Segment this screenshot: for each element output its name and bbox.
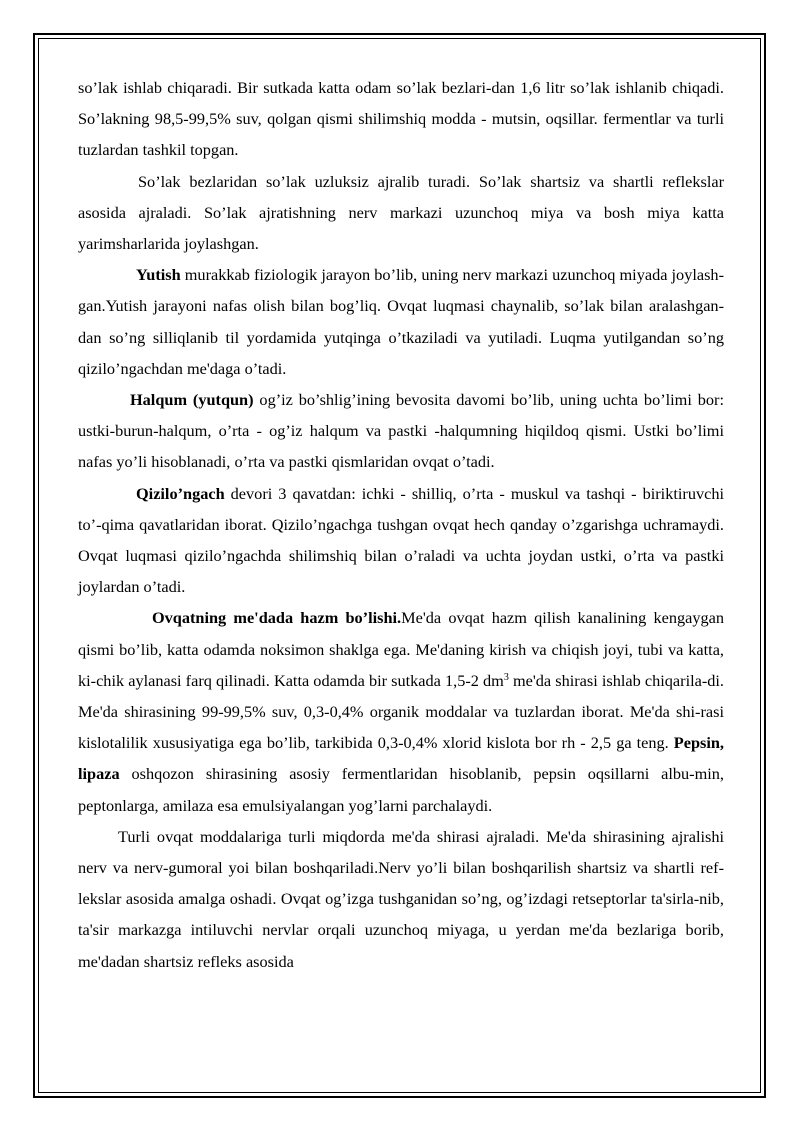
- term-heading: Ovqatning me'dada hazm bo’lishi.: [152, 608, 402, 628]
- paragraph-gastric-regulation: [78, 821, 724, 977]
- paragraph-text: Turli ovqat moddalariga turli miqdorda me'da shirasi ajraladi. Me'da shirasining ajralishi nerv va nerv-gumoral yoi bilan boshqariladi.Nerv yo’li bilan boshqarilish shartsiz va shartli ref-lekslar asosida amalga oshadi. Ovqat og’izga tushganidan so’ng, og’izdagi retseptorlar ta'sirla-nib, ta'sir markazga intiluvchi nervlar orqali uzunchoq miyaga, u yerdan me'da bezlariga borib, me'dadan shartsiz refleks asosida: [78, 826, 724, 971]
- paragraph-saliva-secretion: [78, 166, 724, 260]
- paragraph-text: so’lak ishlab chiqaradi. Bir sutkada katta odam so’lak bezlari-dan 1,6 litr so’lak ishlanib chiqadi. So’lakning 98,5-99,5% suv, qolgan qismi shilimshiq modda - mutsin, oqsillar. fermentlar va turli tuzlardan tashkil topgan.: [78, 78, 724, 160]
- document-body: [78, 72, 724, 977]
- paragraph-text: og’iz bo’shlig’ining bevosita davomi bo’lib, uning uchta bo’limi bor: ustki-burun-halqum, o’rta - og’iz halqum va pastki -halqumning hiqildoq qismi. Ustki bo’limi nafas yo’li hisoblanadi, o’rta va pastki qismlaridan ovqat o’tadi.: [78, 390, 724, 472]
- paragraph-esophagus: [78, 478, 724, 603]
- term-heading: Halqum (yutqun): [130, 390, 254, 410]
- paragraph-stomach-digestion: [78, 602, 724, 820]
- paragraph-text: Me'da ovqat hazm qilish kanalining kengaygan qismi bo’lib, katta odamda noksimon shaklga ega. Me'daning kirish va chiqish joyi, tubi va katta, ki-chik aylanasi farq qilinadi. Katta odamda bir sutkada 1,5-2 dm: [78, 608, 724, 690]
- paragraph-pharynx: [78, 384, 724, 478]
- paragraph-saliva-production: [78, 72, 724, 166]
- paragraph-swallowing: [78, 259, 724, 384]
- paragraph-text: murakkab fiziologik jarayon bo’lib, uning nerv markazi uzunchoq miyada joylash-gan.Yutish jarayoni nafas olish bilan bog’liq. Ovqat luqmasi chaynalib, so’lak bilan aralashgan-dan so’ng silliqlanib til yordamida yutqinga o’tkaziladi va yutiladi. Luqma yutilgandan so’ng qizilo’ngachdan me'daga o’tadi.: [78, 265, 724, 378]
- term-heading: Yutish: [136, 265, 181, 285]
- superscript: 3: [503, 671, 509, 683]
- term-heading: Pepsin, lipaza: [78, 733, 724, 784]
- term-heading: Qizilo’ngach: [136, 483, 225, 503]
- paragraph-text: oshqozon shirasining asosiy fermentlaridan hisoblanib, pepsin oqsillarni albu-min, peptonlarga, amilaza esa emulsiyalangan yog’larni parchalaydi.: [78, 764, 724, 815]
- paragraph-text: devori 3 qavatdan: ichki - shilliq, o’rta - muskul va tashqi - biriktiruvchi to’-qima qavatlaridan iborat. Qizilo’ngachga tushgan ovqat hech qanday o’zgarishga uchramaydi. Ovqat luqmasi qizilo’ngachda shilimshiq bilan o’raladi va uchta joydan ustki, o’rta va pastki joylardan o’tadi.: [78, 483, 724, 597]
- paragraph-text: So’lak bezlaridan so’lak uzluksiz ajralib turadi. So’lak shartsiz va shartli reflekslar asosida ajraladi. So’lak ajratishning nerv markazi uzunchoq miya va bosh miya katta yarimsharlarida joylashgan.: [78, 171, 724, 254]
- paragraph-text: me'da shirasi ishlab chiqarila-di. Me'da shirasining 99-99,5% suv, 0,3-0,4% organik moddalar va tuzlardan iborat. Me'da shi-rasi kislotalilik xususiyatiga ega bo’lib, tarkibida 0,3-0,4% xlorid kislota bor rh - 2,5 ga teng.: [78, 670, 724, 753]
